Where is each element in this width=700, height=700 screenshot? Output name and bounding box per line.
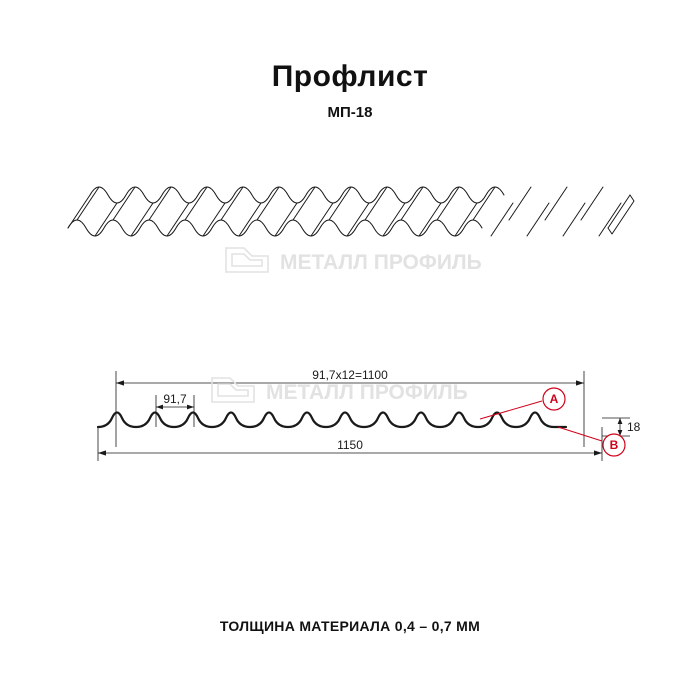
callout-a-label: A	[549, 392, 559, 406]
watermark-text: МЕТАЛЛ ПРОФИЛЬ	[266, 381, 468, 404]
isometric-sheet-illustration	[60, 140, 640, 290]
material-thickness-note: ТОЛЩИНА МАТЕРИАЛА 0,4 – 0,7 ММ	[219, 618, 481, 634]
watermark-text: МЕТАЛЛ ПРОФИЛЬ	[280, 251, 482, 274]
dim-total-width-label: 1150	[337, 438, 363, 452]
callout-b	[558, 427, 625, 456]
cross-section-drawing	[60, 355, 640, 485]
dim-height-label: 18	[627, 420, 641, 434]
dim-height	[602, 418, 630, 436]
callout-b-label: B	[609, 438, 619, 452]
model-subtitle: МП-18	[327, 104, 373, 121]
dim-useful-width-label: 91,7x12=1100	[312, 368, 388, 382]
page-title: Профлист	[271, 60, 429, 93]
callout-a	[480, 388, 565, 419]
dim-pitch-label: 91,7	[163, 392, 187, 406]
